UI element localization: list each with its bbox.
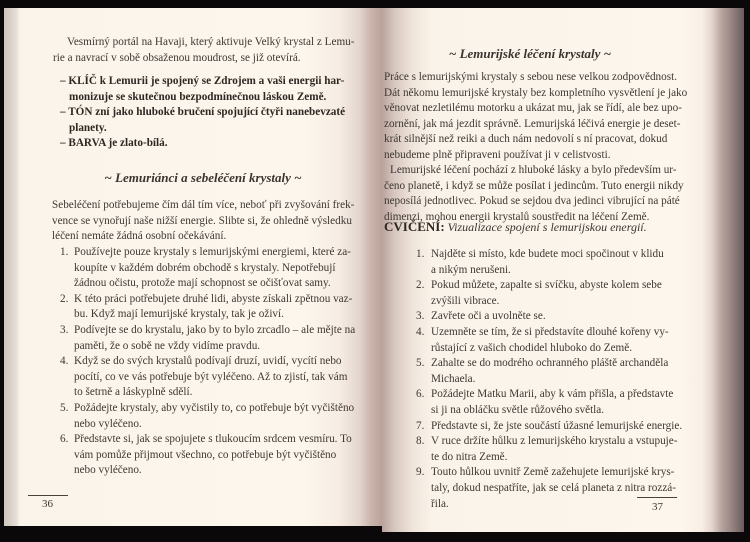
list-item — [60, 292, 356, 323]
list-number: 6. — [60, 433, 69, 446]
text-line: Práce s lemurijskými krystaly s sebou nese velkou zodpovědnost. — [384, 71, 677, 83]
text-line: bu. Když mají lemurijské krystaly, tak je oživí. — [74, 308, 284, 321]
text-line: nebo vyléčeno. — [74, 417, 142, 430]
list-item — [60, 323, 356, 354]
list-number: 1. — [60, 246, 69, 258]
text-line: neposílá jednotlivec. Pokud se sejdou dva jedinci vibrující na páté — [384, 195, 680, 208]
right-page-number-rule — [637, 497, 677, 498]
list-number: 2. — [416, 279, 425, 292]
text-line: Představte si, jak se spojujete s tlukoucím srdcem vesmíru. To — [74, 433, 352, 446]
text-line: Představte si, že jste součástí úžasné lemurijské energie. — [431, 419, 683, 432]
text-line: K této práci potřebujete druhé lidi, abyste získali zpětnou vaz- — [74, 292, 353, 305]
text-line: a nikým nerušeni. — [431, 263, 511, 276]
text-line: zornění, jak má jezdit správně. Lemurijská léčivá energie je deset- — [384, 117, 681, 130]
exercise-heading — [384, 219, 647, 235]
key-item-line: – BARVA je zlato-bílá. — [60, 137, 168, 150]
list-number: 7. — [416, 419, 425, 432]
text-line: Sebeléčení potřebujeme čím dál tím více, neboť při zvyšování frek- — [52, 199, 355, 211]
text-line: růstající z vašich chodidel hluboko do Země. — [431, 341, 633, 354]
text-line: te do nitra Země. — [431, 450, 508, 463]
text-line: koupíte v každém dobrém obchodě s krystaly. Nepotřebují — [74, 261, 336, 274]
list-item — [60, 245, 356, 292]
left-body-paragraph — [52, 198, 354, 245]
list-number: 1. — [416, 248, 425, 260]
text-line: řila. — [431, 497, 449, 510]
text-line: Lemurijské léčení pochází z hluboké lásky a bylo především ur- — [390, 164, 677, 176]
list-item — [416, 309, 676, 325]
key-item-line: – KLÍČ k Lemurii je spojený se Zdrojem a vaši energii har- — [60, 75, 345, 87]
list-number: 2. — [60, 292, 69, 305]
left-page-number-rule — [28, 495, 68, 496]
list-number: 3. — [60, 323, 69, 336]
text-line: krát silnější než reiki a duch nám nedovolí s ní pracovat, dokud — [384, 133, 668, 146]
text-line: Podívejte se do krystalu, jako by to bylo zrcadlo – ale mějte na — [74, 323, 356, 336]
right-paragraph-1 — [384, 70, 688, 164]
text-line: to šetrně a láskyplně sdělí. — [74, 386, 193, 399]
text-line: léčení nemáte žádná osobní očekávání. — [52, 230, 227, 243]
text-line: taly, dokud nespatříte, jak se celá planeta z nitra rozzá- — [431, 481, 676, 494]
list-item — [60, 401, 356, 432]
exercise-label: CVIČENÍ: — [384, 219, 445, 234]
list-number: 9. — [416, 466, 425, 479]
text-line: Používejte pouze krystaly s lemurijskými energiemi, které za- — [74, 246, 351, 258]
list-item — [416, 419, 683, 435]
text-line: si ji na obláčku světle růžového světla. — [431, 403, 605, 416]
text-line: čeno planetě, i když se může posílat i jedincům. Tuto energii nikdy — [384, 179, 684, 192]
text-line: zvýšili vibrace. — [431, 294, 500, 307]
list-number: 6. — [416, 388, 425, 401]
right-paragraph-2 — [384, 163, 684, 225]
text-line: Požádejte Matku Marii, aby k vám přišla, a představte — [431, 388, 674, 401]
list-number: 8. — [416, 435, 425, 448]
text-line: vám pomůže přijmout všechno, co potřebuje být vyčištěno — [74, 448, 337, 461]
left-key-list — [60, 74, 356, 152]
list-item — [60, 354, 356, 401]
text-line: vence se vynořují naše nižší energie. Slibte si, že ohledně výsledku — [52, 214, 352, 227]
text-line: Požádejte krystaly, aby vyčistily to, co potřebuje být vyčištěno — [74, 401, 355, 414]
text-line: Dát někomu lemurijské krystaly bez kompletního vysvětlení je jako — [384, 86, 688, 99]
key-item-line: planety. — [69, 121, 107, 134]
list-item — [416, 356, 676, 387]
list-item — [60, 432, 356, 479]
list-number: 4. — [60, 355, 69, 368]
left-page-number: 36 — [42, 498, 53, 510]
list-number: 5. — [60, 401, 69, 414]
list-item — [416, 387, 676, 418]
text-line: věnovat nezletilému motorku a ukázat mu, jak se řídí, ale bez upo- — [384, 102, 682, 115]
text-line: Najděte si místo, kde budete moci spočinout v klidu — [431, 248, 664, 260]
text-line: nebudeme plně připraveni používat ji v celistvosti. — [384, 148, 611, 161]
text-line: paměti, že o sobě ne vždy vidíme pravdu. — [74, 339, 261, 352]
list-item — [416, 434, 676, 465]
left-numbered-list — [60, 245, 356, 479]
text-line: Zahalte se do modrého ochranného pláště archanděla — [431, 357, 669, 370]
exercise-title: Vizualizace spojení s lemurijskou energií. — [444, 220, 647, 234]
left-intro-paragraph — [53, 35, 353, 66]
list-number: 5. — [416, 357, 425, 370]
text-line: Zavřete oči a uvolněte se. — [431, 310, 546, 323]
right-section-heading: ~ Lemurijské léčení krystaly ~ — [448, 46, 612, 61]
list-item — [416, 325, 676, 356]
left-section-heading: ~ Lemuriánci a sebeléčení krystaly ~ — [104, 170, 302, 185]
text-line: rie a navrací v sobě obsaženou moudrost, se již otevírá. — [53, 51, 301, 64]
right-page-number: 37 — [652, 501, 663, 513]
text-line: Michaela. — [431, 372, 476, 385]
text-line: Uzemněte se tím, že si představíte dlouhé kořeny vy- — [431, 325, 669, 338]
right-numbered-list — [416, 247, 683, 512]
text-line: pocítí, co ve vás potřebuje být vyléčeno. Až to zjistí, tak vám — [74, 370, 348, 383]
list-item — [416, 247, 676, 278]
key-item-line: monizuje se skutečnou bezpodmínečnou láskou Země. — [69, 90, 327, 103]
text-line: žádnou očistu, protože mají schopnost se očišťovat samy. — [74, 277, 331, 290]
list-number: 3. — [416, 310, 425, 323]
text-line: Vesmírný portál na Havaji, který aktivuje Velký krystal z Lemu- — [67, 36, 355, 48]
text-line: Pokud můžete, zapalte si svíčku, abyste kolem sebe — [431, 279, 662, 292]
list-item — [416, 278, 676, 309]
text-line: dimenzi, mohou energii krystalů soustředit na léčení Země. — [384, 210, 650, 223]
list-number: 4. — [416, 325, 425, 338]
text-line: Touto hůlkou uvnitř Země zažehujete lemurijské krys- — [431, 466, 675, 479]
text-line: nebo vyléčeno. — [74, 464, 142, 477]
text-line: V ruce držíte hůlku z lemurijského krystalu a vstupuje- — [431, 435, 678, 448]
text-line: Když se do svých krystalů podívají druzí, uvidí, vycítí nebo — [74, 355, 342, 368]
key-item-line: – TÓN zní jako hluboké bručení spojující čtyři nanebevzaté — [60, 106, 346, 119]
list-item — [416, 465, 676, 512]
